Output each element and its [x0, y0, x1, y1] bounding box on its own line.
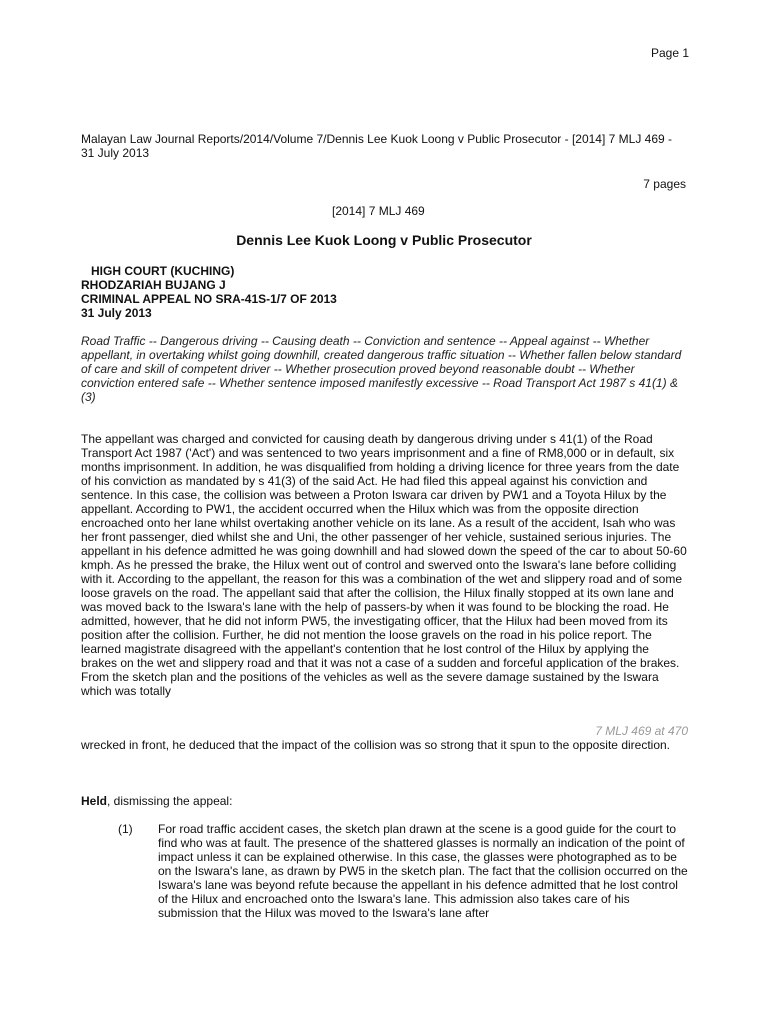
- citation-line: Malayan Law Journal Reports/2014/Volume 7/Dennis Lee Kuok Loong v Public Prosecutor - [2014] 7 MLJ 469 - 31 July 2013: [81, 132, 673, 160]
- court-name: HIGH COURT (KUCHING): [91, 264, 235, 278]
- held-label: Held: [81, 794, 108, 808]
- appeal-number: CRIMINAL APPEAL NO SRA-41S-1/7 OF 2013: [81, 292, 337, 306]
- page-number: Page 1: [651, 46, 690, 60]
- mlj-reference: [2014] 7 MLJ 469: [332, 204, 425, 218]
- page-count: 7 pages: [643, 177, 686, 191]
- held-heading: [81, 794, 232, 808]
- held-item-number: (1): [118, 822, 133, 836]
- judge-name: RHODZARIAH BUJANG J: [81, 278, 226, 292]
- held-label-rest: , dismissing the appeal:: [107, 794, 233, 808]
- case-summary-continued: wrecked in front, he deduced that the impact of the collision was so strong that it spun to the opposite direction.: [81, 738, 671, 752]
- court-info: [81, 264, 337, 320]
- catchwords: Road Traffic -- Dangerous driving -- Causing death -- Conviction and sentence -- Appeal against -- Whether appellant, in overtaking whilst going downhill, created dangerous traffic situation -- Whether fallen below standard of care and skill of competent driver -- Whether prosecution proved beyond reasonable doubt -- Whether conviction entered safe -- Whether sentence imposed manifestly excessive -- Road Transport Act 1987 s 41(1) & (3): [81, 334, 682, 404]
- page-break-marker: 7 MLJ 469 at 470: [595, 724, 688, 738]
- decision-date: 31 July 2013: [81, 306, 152, 320]
- held-item-text: For road traffic accident cases, the sketch plan drawn at the scene is a good guide for the court to find who was at fault. The presence of the shattered glasses is normally an indication of the point of impact unless it can be explained otherwise. In this case, the glasses were photographed as to be on the Iswara's lane, as drawn by PW5 in the sketch plan. The fact that the collision occurred on the Iswara's lane was beyond refute because the appellant in his defence admitted that he lost control of the Hilux and encroached onto the Iswara's lane. This admission also takes care of his submission that the Hilux was moved to the Iswara's lane after: [158, 822, 688, 920]
- case-summary: The appellant was charged and convicted for causing death by dangerous driving under s 41(1) of the Road Transport Act 1987 ('Act') and was sentenced to two years imprisonment and a fine of RM8,000 or in default, six months imprisonment. In addition, he was disqualified from holding a driving licence for three years from the date of his conviction as mandated by s 41(3) of the said Act. He had filed this appeal against his conviction and sentence. In this case, the collision was between a Proton Iswara car driven by PW1 and a Toyota Hilux by the appellant. According to PW1, the accident occurred when the Hilux which was from the opposite direction encroached onto her lane whilst overtaking another vehicle on its lane. As a result of the accident, Isah who was her front passenger, died whilst she and Uni, the other passenger of her vehicle, sustained serious injuries. The appellant in his defence admitted he was going downhill and had slowed down the speed of the car to about 50-60 kmph. As he pressed the brake, the Hilux went out of control and swerved onto the Iswara's lane before colliding with it. According to the appellant, the reason for this was a combination of the wet and slippery road and of some loose gravels on the road. The appellant said that after the collision, the Hilux finally stopped at its own lane and was moved back to the Iswara's lane with the help of passers-by when it was found to be blocking the road. He admitted, however, that he did not inform PW5, the investigating officer, that the Hilux had been moved from its position after the collision. Further, he did not mention the loose gravels on the road in his police report. The learned magistrate disagreed with the appellant's contention that he lost control of the Hilux by applying the brakes on the wet and slippery road and that it was not a case of a sudden and forceful application of the brakes. From the sketch plan and the positions of the vehicles as well as the severe damage sustained by the Iswara which was totally: [81, 432, 687, 698]
- case-title: Dennis Lee Kuok Loong v Public Prosecutor: [236, 232, 532, 248]
